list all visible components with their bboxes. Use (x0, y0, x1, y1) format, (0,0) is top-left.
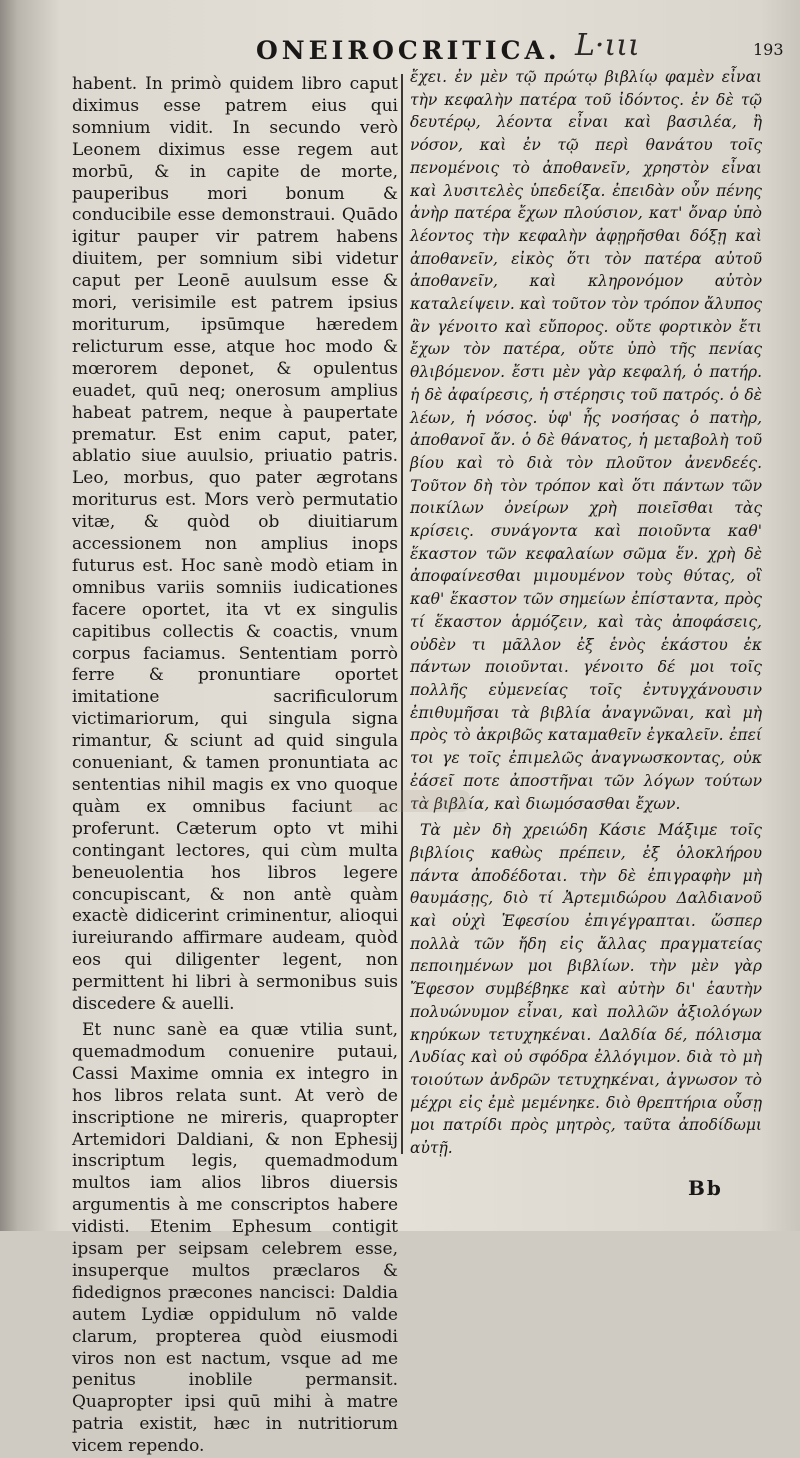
greek-paragraph: ἔχει. ἐν μὲν τῷ πρώτῳ βιβλίῳ φαμὲν εἶναι τὴν κεφαλὴν πατέρα τοῦ ἰδόντος. ἐν δὲ τῷ δευτέρῳ, λέοντα εἶναι καὶ βασιλέα, ἢ νόσον, καὶ ἐν τῷ περὶ θανάτου τοῖς πενομένοις τὸ ἀποθανεῖν, χρηστὸν εἶναι καὶ λυσιτελὲς ὑπεδείξα. ἐπειδὰν οὖν πένης ἀνὴρ πατέρα ἔχων πλούσιον, κατ' ὄναρ ὑπὸ λέοντος τὴν κεφαλὴν ἀφῃρῆσθαι δόξῃ καὶ ἀποθανεῖν, εἰκὸς ὅτι τὸν πατέρα αὐτοῦ ἀποθανεῖν, καὶ κληρονόμον αὐτὸν καταλείψειν. καὶ τοῦτον τὸν τρόπον ἄλυπος ἂν γένοιτο καὶ εὔπορος. οὔτε φορτικὸν ἔτι ἔχων τὸν πατέρα, οὔτε ὑπὸ τῆς πενίας θλιβόμενον. ἔστι μὲν γὰρ κεφαλή, ὁ πατήρ. ἡ δὲ ἀφαίρεσις, ἡ στέρησις τοῦ πατρός. ὁ δὲ λέων, ἡ νόσος. ὑφ' ἧς νοσήσας ὁ πατὴρ, ἀποθανοῖ ἄν. ὁ δὲ θάνατος, ἡ μεταβολὴ τοῦ βίου καὶ τὸ διὰ τὸν πλοῦτον ἀνενδεές. Τοῦτον δὴ τὸν τρόπον καὶ ὅτι πάντων τῶν ποικίλων ὀνείρων χρὴ ποιεῖσθαι τὰς κρίσεις. συνάγοντα καὶ ποιοῦντα καθ' ἕκαστον τῶν κεφαλαίων σῶμα ἕν. χρὴ δὲ ἀποφαίνεσθαι μιμουμένον τοὺς θύτας, οἳ καθ' ἕκαστον τῶν σημείων ἐπίσταντα, πρὸς τί ἕκαστον ἁρμόζειν, καὶ τὰς ἀποφάσεις, οὐδὲν τι μᾶλλον ἐξ ἑνὸς ἑκάστου ἐκ πάντων ποιοῦνται. γένοιτο δέ μοι τοῖς πολλῆς εὐμενείας τοῖς ἐντυγχάνουσιν ἐπιθυμῆσαι τὰ βιβλία ἀναγνῶναι, καὶ μὴ πρὸς τὸ ἀκριβῶς καταμαθεῖν ἐγκαλεῖν. ἐπεί τοι γε τοῖς ἐπιμελῶς ἀναγνωσκοντας, οὐκ ἐάσεῖ ποτε ἀποστῆναι τῶν λόγων τούτων τὰ βιβλία, καὶ διωμόσασθαι ἔχων. (410, 68, 762, 813)
signature-mark: Bb (688, 1176, 723, 1200)
column-divider (401, 74, 403, 1154)
latin-column (72, 74, 398, 1458)
latin-paragraph: Et nunc sanè ea quæ vtilia sunt, quemadmodum conuenire putaui, Cassi Maxime omnia ex integro in hos libros relata sunt. At verò de inscriptione ne mireris, quapropter Artemidori Daldiani, & non Ephesij inscriptum legis, quemadmodum multos iam alios libros diuersis argumentis à me conscriptos habere vidisti. Etenim Ephesum contigit ipsam per seipsam celebrem esse, insuperque multos præclaros & fidedignos præcones nancisci: Daldia autem Lydiæ oppidulum nō valde clarum, propterea quòd eiusmodi viros non est nactum, vsque ad me penitus inoblile permansit. Quapropter ipsi quū mihi à matre patria existit, hæc in nutritiorum vicem rependo. (72, 1019, 398, 1457)
handwritten-note: L·ιιι (575, 28, 640, 63)
greek-column (410, 66, 762, 1160)
page-header (0, 28, 800, 68)
greek-paragraph: Τὰ μὲν δὴ χρειώδη Κάσιε Μάξιμε τοῖς βιβλίοις καθὼς πρέπειν, ἐξ ὁλοκλήρου πάντα ἀποδέδοται. τὴν δὲ ἐπιγραφὴν μὴ θαυμάσῃς, διὸ τί Ἀρτεμιδώρου Δαλδιανοῦ καὶ οὐχὶ Ἐφεσίου ἐπιγέγραπται. ὥσπερ πολλὰ τῶν ἤδη εἰς ἄλλας πραγματείας πεποιημένων μοι βιβλίων. τὴν μὲν γὰρ Ἔφεσον συμβέβηκε καὶ αὐτὴν δι' ἑαυτὴν πολυώνυμον εἶναι, καὶ πολλῶν ἀξιολόγων κηρύκων τετυχηκέναι. Δαλδία δέ, πόλισμα Λυδίας καὶ οὐ σφόδρα ἐλλόγιμον. διὰ τὸ μὴ τοιούτων ἀνδρῶν τετυχηκέναι, ἀγνωσον τὸ μέχρι εἰς ἐμὲ μεμένηκε. διὸ θρεπτήρια οὖσῃ μοι πατρίδι πρὸς μητρὸς, ταῦτα ἀποδίδωμι αὐτῇ. (410, 821, 762, 1158)
paper-stain (340, 790, 470, 812)
latin-paragraph: habent. In primò quidem libro caput diximus esse patrem eius qui somnium vidit. In secundo verò Leonem diximus esse regem aut morbū, & in capite de morte, pauperibus mori bonum & conducibile esse demonstraui. Quādo igitur pauper vir patrem habens diuitem, per somnium sibi videtur caput per Leonē auulsum esse & mori, verisimile est patrem ipsius moriturum, ipsūmque hæredem relicturum esse, atque hoc modo & mœrorem deponet, & opulentus euadet, quū neq; onerosum amplius habeat patrem, neque à paupertate prematur. Est enim caput, pater, ablatio siue auulsio, priuatio patris. Leo, morbus, quo pater ægrotans moriturus est. Mors verò permutatio vitæ, & quòd ob diuitiarum accessionem non amplius inops futurus est. Hoc sanè modò etiam in omnibus variis somniis iudicationes facere oportet, ita vt ex singulis capitibus collectis & coactis, vnum corpus faciamus. Sententiam porrò ferre & pronuntiare oportet imitatione sacrificulorum victimariorum, qui singula signa rimantur, & sciunt ad quid singula conueniant, & tamen pronuntiata ac sententias nihil magis ex vno quoque quàm ex omnibus faciunt ac proferunt. Cæterum opto vt mihi contingant lectores, qui cùm multa beneuolentia hos libros legere concupiscant, & non antè quàm exactè didicerint criminentur, alioqui iureiurando affirmare audeam, quòd eos qui diligenter legent, non permittent hi libri à sermonibus suis discedere & auelli. (72, 74, 398, 1015)
folio-number: 193 (753, 40, 784, 59)
running-title: ONEIROCRITICA. (256, 36, 561, 65)
